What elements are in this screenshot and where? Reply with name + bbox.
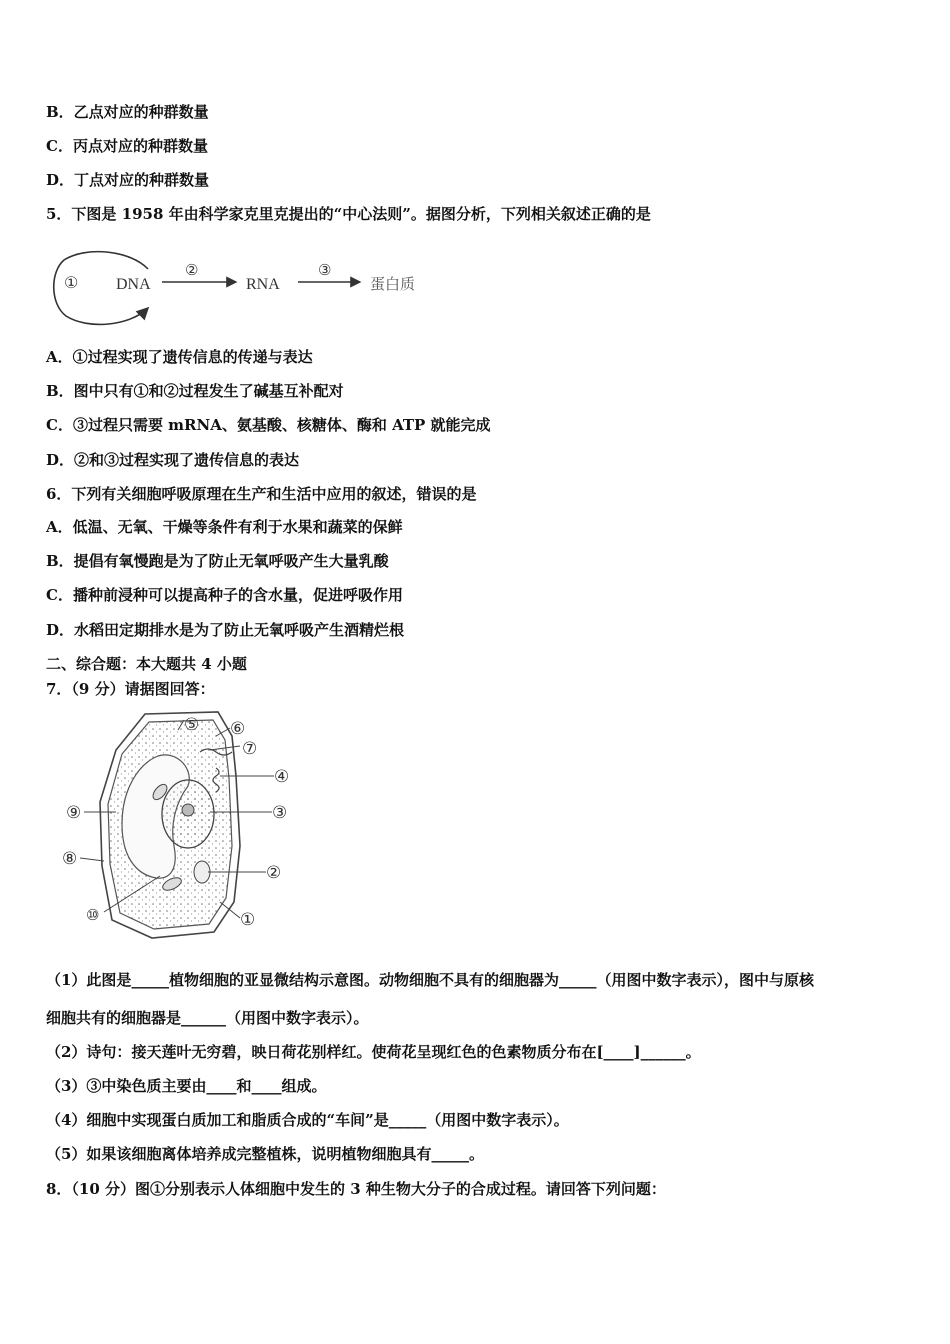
dna-label: DNA [116,276,151,293]
q7-part-2: （2）诗句：接天莲叶无穷碧，映日荷花别样红。使荷花呈现红色的色素物质分布在[____]______。 [46,1043,701,1061]
q7-part-5: （5）如果该细胞离体培养成完整植株，说明植物细胞具有_____。 [46,1145,484,1163]
q6-option-b: B．提倡有氧慢跑是为了防止无氧呼吸产生大量乳酸 [46,552,389,570]
q5-option-b: B．图中只有①和②过程发生了碱基互补配对 [46,382,344,400]
label-3: ③ [272,803,288,822]
nucleolus [182,804,194,816]
q5-option-d: D．②和③过程实现了遗传信息的表达 [46,451,300,469]
q5-stem: 5．下图是 1958 年由科学家克里克提出的“中心法则”。据图分析，下列相关叙述正确的是 [46,205,651,223]
q8-stem: 8．（10 分）图①分别表示人体细胞中发生的 3 种生物大分子的合成过程。请回答下列问题： [46,1180,666,1198]
label-7: ⑦ [242,739,258,758]
q6-option-d: D．水稻田定期排水是为了防止无氧呼吸产生酒精烂根 [46,621,405,639]
step2-label: ② [185,263,199,279]
label-4: ④ [274,767,290,786]
label-2: ② [266,863,282,882]
q4-option-c: C．丙点对应的种群数量 [46,137,208,155]
q4-option-b: B．乙点对应的种群数量 [46,103,209,121]
q7-part-3: （3）③中染色质主要由____和____组成。 [46,1077,327,1095]
section-heading: 二、综合题：本大题共 4 小题 [46,655,247,673]
q7-stem: 7．（9 分）请据图回答： [46,680,215,698]
central-dogma-diagram [48,246,438,328]
q6-option-c: C．播种前浸种可以提高种子的含水量，促进呼吸作用 [46,586,403,604]
q5-option-a: A．①过程实现了遗传信息的传递与表达 [46,348,313,366]
q6-stem: 6．下列有关细胞呼吸原理在生产和生活中应用的叙述，错误的是 [46,485,477,503]
q4-option-d: D．丁点对应的种群数量 [46,171,210,189]
rna-label: RNA [246,276,280,293]
mitochondrion [194,861,210,883]
plant-cell-diagram [60,706,300,942]
label-6: ⑥ [230,719,246,738]
q7-part-1b: 细胞共有的细胞器是______（用图中数字表示）。 [46,1009,369,1027]
label-9: ⑨ [66,803,82,822]
label-10: ⑩ [86,908,100,924]
label-1: ① [240,910,256,929]
q6-option-a: A．低温、无氧、干燥等条件有利于水果和蔬菜的保鲜 [46,518,403,536]
q5-option-c: C．③过程只需要 mRNA、氨基酸、核糖体、酶和 ATP 就能完成 [46,416,491,434]
step1-label: ① [64,275,79,292]
q7-part-1a: （1）此图是_____植物细胞的亚显微结构示意图。动物细胞不具有的细胞器为_____（用图中数字表示），图中与原核 [46,971,814,989]
step3-label: ③ [318,263,332,279]
label-8: ⑧ [62,849,78,868]
q7-part-4: （4）细胞中实现蛋白质加工和脂质合成的“车间”是_____（用图中数字表示）。 [46,1111,569,1129]
protein-label: 蛋白质 [370,277,416,293]
label-5: ⑤ [184,715,200,734]
